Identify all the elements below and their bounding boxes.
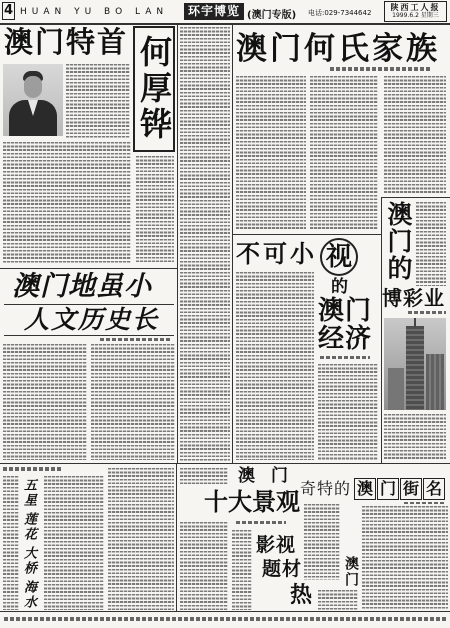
body-text [3,142,131,264]
newspaper-name: 陕西工人报 [390,2,441,12]
headline-economy-part4: 经济 [318,324,373,354]
page-number: 4 [3,3,14,18]
footer-rule [0,611,450,612]
headline-economy-circled [320,238,358,276]
building-tower [406,326,424,410]
headline-name-box [133,26,175,152]
body-text [91,344,175,460]
headline-name: 何厚铧 [135,35,173,143]
byline [236,521,286,524]
column-rule [176,464,177,611]
body-text [66,64,130,138]
body-text [318,364,378,460]
headline-streets-box: 街 [400,478,422,500]
headline-film-part2: 题材 [262,558,303,580]
headline-film-part1: 影视 [256,534,297,556]
edition-label: (澳门专版) [247,10,297,21]
section-rule [381,197,450,198]
body-text [304,504,340,580]
column-rule [232,25,233,463]
footer-credits [4,617,446,621]
portrait-photo [3,64,63,136]
body-text [310,76,378,230]
byline [100,338,170,341]
headline-economy-part3: 澳门 [318,296,373,326]
column-rule [177,25,178,463]
body-text [362,506,448,610]
body-text [232,530,252,610]
section-rule [0,268,177,269]
headline-history-frame [4,304,174,336]
portrait-face [24,76,42,98]
headline-gaming-part1: 澳门的 [384,201,413,282]
headline-streets-box: 名 [423,478,445,500]
body-text [180,522,228,610]
body-text [236,272,314,460]
body-text [384,76,446,194]
headline-chief-executive: 澳门特首 [4,25,129,59]
headline-streets-box: 澳 [354,478,376,500]
body-text [3,344,87,460]
headline-history-line1: 澳门地虽小 [12,271,152,302]
body-text [3,476,19,610]
body-text [180,27,230,461]
newspaper-dateline [384,1,447,22]
headline-economy-part2: 的 [331,277,348,297]
building-right [426,354,444,410]
body-text [108,468,174,610]
building-spire [414,318,416,327]
section-rule [0,463,450,464]
headline-ho-family: 澳门何氏家族 [236,31,440,67]
headline-history-line2: 人文历史长 [24,305,160,334]
body-text [44,476,104,610]
headline-economy-circled-char: 视 [325,242,352,272]
section-rule [233,234,381,235]
byline [330,67,430,71]
body-text [136,156,174,264]
issue-date: 1999.6.2 星期三 [392,12,439,19]
flag-verse-4: 海水 [21,580,36,610]
flag-verse-3: 大桥 [21,546,36,576]
phone-number: 电话:029-7344642 [308,9,372,17]
headline-economy-part1: 不可小 [236,239,317,268]
byline [320,356,370,359]
building-left [388,368,404,410]
body-text [318,590,358,610]
column-title: 环宇博览 [184,3,244,20]
headline-streets-plain: 奇特的 [300,479,352,498]
headline-scenery-kicker: 澳门 [238,466,304,486]
byline [408,311,446,314]
body-text [416,202,446,286]
headline-film-side: 澳门 [343,556,359,588]
masthead-pinyin: HUAN YU BO LAN [20,7,169,17]
body-text [384,414,446,460]
building-photo [384,318,446,410]
headline-scenery: 十大景观 [204,487,300,516]
body-text [236,76,306,230]
byline [3,467,63,471]
flag-verse-2: 莲花 [21,512,36,542]
headline-gaming-part2: 博彩业 [382,286,445,310]
flag-verse-1: 五星 [21,478,36,508]
body-text [180,468,228,486]
headline-film-part3: 热 [290,582,313,608]
column-rule [381,197,382,463]
byline [404,502,446,504]
headline-streets-box: 门 [377,478,399,500]
